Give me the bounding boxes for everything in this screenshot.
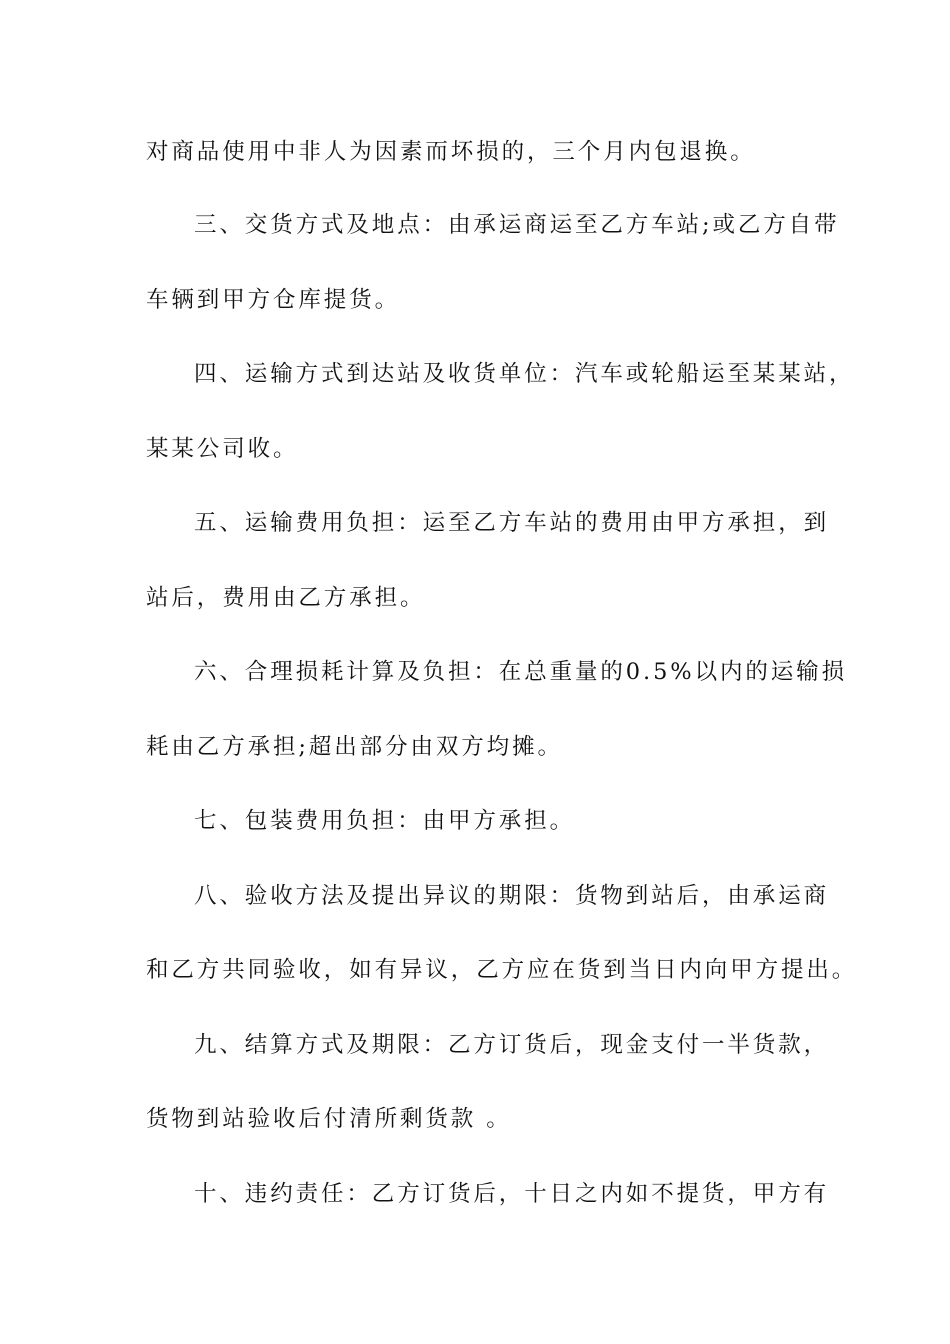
clause-9-line-2: 货物到站验收后付清所剩货款 。	[146, 1106, 512, 1132]
text-line: 对商品使用中非人为因素而坏损的，三个月内包退换。	[146, 139, 756, 165]
clause-10-line-1: 十、违约责任：乙方订货后，十日之内如不提货，甲方有	[194, 1181, 830, 1207]
clause-3-line-1: 三、交货方式及地点：由承运商运至乙方车站;或乙方自带	[194, 212, 840, 238]
clause-6-line-2: 耗由乙方承担;超出部分由双方均摊。	[146, 734, 563, 760]
clause-7-line-1: 七、包装费用负担：由甲方承担。	[194, 808, 576, 834]
clause-4-line-1: 四、运输方式到达站及收货单位：汽车或轮船运至某某站，	[194, 361, 855, 387]
clause-5-line-2: 站后，费用由乙方承担。	[146, 585, 426, 611]
clause-9-line-1: 九、结算方式及期限：乙方订货后，现金支付一半货款，	[194, 1032, 830, 1058]
clause-8-line-2: 和乙方共同验收，如有异议，乙方应在货到当日内向甲方提出。	[146, 957, 858, 983]
clause-8-line-1: 八、验收方法及提出异议的期限：货物到站后，由承运商	[194, 883, 830, 909]
clause-3-line-2: 车辆到甲方仓库提货。	[146, 287, 401, 313]
clause-5-line-1: 五、运输费用负担：运至乙方车站的费用由甲方承担，到	[194, 510, 830, 536]
clause-4-line-2: 某某公司收。	[146, 436, 299, 462]
clause-6-line-1: 六、合理损耗计算及负担：在总重量的0.5%以内的运输损	[194, 659, 847, 685]
